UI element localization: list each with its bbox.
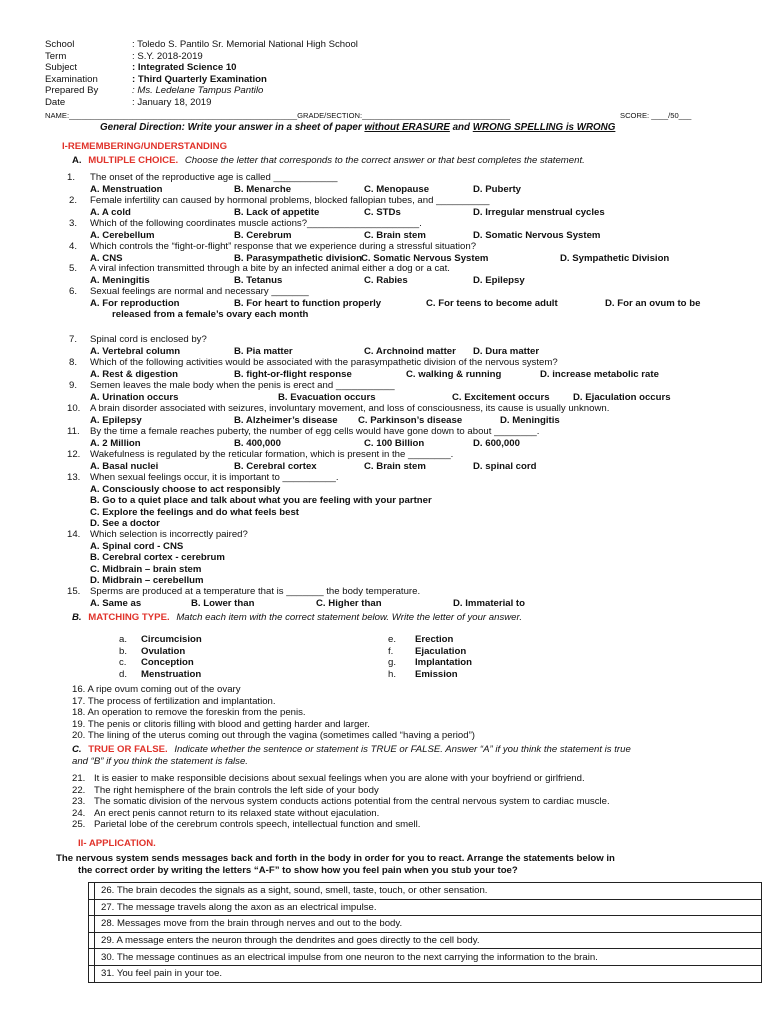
answer-option[interactable]: B. Menarche	[234, 183, 292, 195]
answer-option-continued: released from a female’s ovary each month	[112, 309, 309, 320]
answer-option[interactable]: A. Rest & digestion	[90, 368, 178, 380]
tf-item-number: 23.	[72, 796, 86, 807]
question-number: 8.	[69, 357, 78, 368]
answer-option[interactable]: A. Same as	[90, 597, 142, 609]
header-label-subject: Subject	[45, 62, 77, 73]
question-number: 9.	[69, 380, 78, 391]
score-field[interactable]: SCORE: ____/50___	[620, 111, 692, 120]
answer-option[interactable]: B. Alzheimer’s disease	[234, 414, 338, 426]
statement-cell: 31. You feel pain in your toe.	[95, 965, 762, 982]
answer-option[interactable]: C. STDs	[364, 206, 401, 218]
answer-option[interactable]: A. CNS	[90, 252, 123, 264]
application-table	[88, 882, 762, 983]
statement-cell: 29. A message enters the neuron through the dendrites and goes directly to the cell body.	[95, 932, 762, 949]
match-choice-letter: b.	[119, 645, 128, 657]
matching-item: 16. A ripe ovum coming out of the ovary	[72, 684, 241, 695]
question-number: 5.	[69, 263, 78, 274]
answer-option[interactable]: C. Parkinson’s disease	[358, 414, 463, 426]
match-choice-letter: h.	[388, 668, 397, 680]
name-label: NAME:	[45, 111, 70, 120]
general-direction-underline-1: without ERASURE	[364, 122, 450, 133]
name-blank[interactable]: ______________________________________________________	[69, 111, 298, 120]
answer-option[interactable]: D. Somatic Nervous System	[473, 229, 601, 241]
answer-option[interactable]: D. For an ovum to be	[605, 297, 701, 309]
answer-option[interactable]: D. 600,000	[473, 437, 520, 449]
question-number: 7.	[69, 334, 78, 345]
part2-instruction-2: the correct order by writing the letters “A-F” to show how you feel pain when you stub your toe?	[78, 865, 518, 876]
section-c-heading	[72, 744, 631, 755]
section-b-letter: B.	[72, 612, 82, 623]
match-choice-text: Circumcision	[141, 634, 202, 645]
answer-option[interactable]: C. walking & running	[406, 368, 502, 380]
question-text: Semen leaves the male body when the penis is erect and ___________	[90, 380, 395, 391]
tf-item-number: 25.	[72, 819, 86, 830]
answer-option[interactable]: A. For reproduction	[90, 297, 180, 309]
answer-option[interactable]: C. Midbrain – brain stem	[90, 563, 202, 575]
table-row	[89, 932, 762, 949]
match-choice-text: Implantation	[415, 657, 473, 668]
answer-option[interactable]: D. Midbrain – cerebellum	[90, 575, 204, 586]
general-direction-underline-2: WRONG SPELLING is WRONG	[472, 122, 616, 133]
name-line	[45, 111, 510, 120]
matching-item: 20. The lining of the uterus coming out through the vagina (sometimes called “having a period”)	[72, 730, 475, 741]
header-label-term: Term	[45, 50, 67, 62]
question-number: 4.	[69, 241, 78, 252]
answer-option[interactable]: D. Sympathetic Division	[560, 252, 670, 264]
section-b-heading	[72, 612, 522, 623]
header-value-subject: : Integrated Science 10	[132, 62, 237, 73]
header-value-date: : January 18, 2019	[132, 96, 212, 108]
answer-option[interactable]: A. Meningitis	[90, 274, 150, 286]
answer-option[interactable]: B. 400,000	[234, 437, 281, 449]
match-choice-text: Menstruation	[141, 668, 202, 680]
question-number: 1.	[67, 172, 76, 183]
header-label-prepared-by: Prepared By	[45, 85, 99, 96]
section-a-instruction: Choose the letter that corresponds to the correct answer or that best completes the statement.	[184, 155, 585, 166]
section-a-letter: A.	[72, 155, 82, 166]
answer-option[interactable]: B. fight-or-flight response	[234, 368, 352, 380]
answer-option[interactable]: B. Go to a quiet place and talk about what you are feeling with your partner	[90, 495, 432, 506]
question-text: By the time a female reaches puberty, the number of egg cells would have gone down to about ________.	[90, 426, 540, 437]
header-value-term: : S.Y. 2018-2019	[132, 50, 203, 62]
general-direction	[100, 122, 615, 133]
header-value-school: : Toledo S. Pantilo Sr. Memorial National High School	[132, 39, 358, 50]
part1-title: I-REMEMBERING/UNDERSTANDING	[62, 141, 228, 152]
question-number: 2.	[69, 195, 78, 206]
answer-option[interactable]: A. A cold	[90, 206, 131, 218]
part2-title: II- APPLICATION.	[78, 838, 156, 849]
question-text: Which of the following coordinates muscle actions?_____________________.	[90, 218, 422, 229]
question-number: 12.	[67, 449, 81, 460]
answer-option[interactable]: B. Cerebral cortex - cerebrum	[90, 552, 225, 563]
question-number: 14.	[67, 529, 81, 540]
tf-item-number: 24.	[72, 807, 86, 819]
table-row	[89, 949, 762, 966]
answer-option[interactable]: A. 2 Million	[90, 437, 141, 449]
answer-option[interactable]: D. Ejaculation occurs	[573, 391, 671, 403]
answer-option[interactable]: A. Epilepsy	[90, 414, 142, 426]
tf-item-text: The somatic division of the nervous system conducts actions potential from the central nervous system to cardiac muscle.	[94, 796, 610, 807]
question-number: 11.	[67, 426, 80, 437]
matching-item: 18. An operation to remove the foreskin from the penis.	[72, 707, 306, 718]
section-c-letter: C.	[72, 744, 82, 755]
answer-option[interactable]: D. increase metabolic rate	[540, 368, 659, 380]
question-text: The onset of the reproductive age is called ____________	[90, 172, 338, 183]
tf-item-number: 21.	[72, 773, 86, 784]
answer-option[interactable]: B. Tetanus	[234, 274, 283, 286]
answer-option[interactable]: C. 100 Billion	[364, 437, 425, 449]
match-choice-letter: a.	[119, 634, 128, 645]
question-text: Wakefulness is regulated by the reticular formation, which is present in the ________.	[90, 449, 454, 460]
answer-option[interactable]: B. Pia matter	[234, 345, 293, 357]
answer-option[interactable]: A. Spinal cord - CNS	[90, 540, 184, 552]
table-row	[89, 899, 762, 916]
table-row	[89, 883, 762, 900]
question-text: Which of the following activities would be associated with the parasympathetic division of the nervous system?	[90, 357, 558, 368]
match-choice-letter: c.	[119, 657, 127, 668]
section-b-instruction: Match each item with the correct statement below. Write the letter of your answer.	[176, 612, 523, 623]
answer-option[interactable]: B. For heart to function properly	[234, 297, 382, 309]
answer-option[interactable]: A. Menstruation	[90, 183, 163, 195]
answer-option[interactable]: C. Menopause	[364, 183, 430, 195]
question-number: 10.	[67, 403, 81, 414]
header-label-school: School	[45, 39, 75, 50]
part2-instruction-1: The nervous system sends messages back and forth in the body in order for you to react. Arrange the statements below in	[56, 853, 615, 864]
match-choice-text: Ovulation	[141, 645, 186, 657]
answer-option[interactable]: D. Epilepsy	[473, 274, 525, 286]
answer-option[interactable]: C. Brain stem	[364, 229, 426, 241]
tf-item-text: An erect penis cannot return to its relaxed state without ejaculation.	[94, 807, 380, 819]
answer-option[interactable]: C. Excitement occurs	[452, 391, 550, 403]
answer-option[interactable]: B. Parasympathetic division	[234, 252, 362, 264]
match-choice-text: Conception	[141, 657, 194, 668]
section-c-title: TRUE OR FALSE.	[88, 744, 168, 755]
general-direction-text: General Direction: Write your answer in a sheet of paper	[100, 122, 362, 133]
answer-option[interactable]: D. Dura matter	[473, 345, 540, 357]
grade-section-label: GRADE/SECTION:	[297, 111, 363, 120]
matching-item: 19. The penis or clitoris filling with blood and getting harder and larger.	[72, 718, 370, 730]
tf-item-text: The right hemisphere of the brain controls the left side of your body	[94, 784, 379, 796]
section-b-title: MATCHING TYPE.	[88, 612, 170, 623]
question-text: A viral infection transmitted through a bite by an infected animal either a dog or a cat.	[90, 263, 450, 274]
answer-option[interactable]: D. Puberty	[473, 183, 521, 195]
tf-item-text: Parietal lobe of the cerebrum controls speech, intellectual function and smell.	[94, 819, 421, 830]
answer-option[interactable]: D. Meningitis	[500, 414, 560, 426]
answer-option[interactable]: B. Cerebral cortex	[234, 460, 317, 472]
question-number: 6.	[69, 286, 78, 297]
question-number: 3.	[69, 218, 78, 229]
match-choice-text: Emission	[415, 668, 458, 680]
table-row	[89, 916, 762, 933]
question-text: Sexual feelings are normal and necessary _______	[90, 286, 309, 297]
answer-option[interactable]: C. Rabies	[364, 274, 408, 286]
answer-option[interactable]: C. For teens to become adult	[426, 297, 558, 309]
answer-option[interactable]: C. Explore the feelings and do what feels best	[90, 506, 299, 518]
match-choice-letter: e.	[388, 634, 397, 645]
question-text: Spinal cord is enclosed by?	[90, 334, 207, 345]
section-c-instruction-1: Indicate whether the sentence or statement is TRUE or FALSE. Answer “A” if you think the statement is true	[174, 744, 631, 755]
answer-option[interactable]: D. Immaterial to	[453, 597, 525, 609]
question-text: Female infertility can caused by hormonal problems, blocked fallopian tubes, and __________	[90, 195, 490, 206]
header-label-date: Date	[45, 96, 66, 108]
answer-option[interactable]: A. Consciously choose to act responsibly	[90, 483, 281, 495]
grade-section-blank[interactable]: ___________________________________	[362, 111, 510, 120]
section-c-instruction-2: and “B” if you think the statement is false.	[72, 756, 248, 767]
match-choice-text: Ejaculation	[415, 645, 467, 657]
matching-item: 17. The process of fertilization and implantation.	[72, 695, 276, 707]
header-label-examination: Examination	[45, 73, 98, 85]
answer-option[interactable]: C. Somatic Nervous System	[361, 252, 489, 264]
answer-option[interactable]: B. Cerebrum	[234, 229, 292, 241]
question-number: 15.	[67, 586, 81, 597]
statement-cell: 27. The message travels along the axon as an electrical impulse.	[95, 899, 762, 916]
answer-option[interactable]: D. See a doctor	[90, 518, 160, 529]
answer-option[interactable]: D. spinal cord	[473, 460, 537, 472]
section-a-heading	[72, 155, 585, 166]
statement-cell: 26. The brain decodes the signals as a sight, sound, smell, taste, touch, or other sensation.	[95, 883, 762, 900]
statement-cell: 28. Messages move from the brain through nerves and out to the body.	[95, 916, 762, 933]
header-value-prepared-by: : Ms. Ledelane Tampus Pantilo	[132, 85, 264, 96]
question-text: When sexual feelings occur, it is important to __________.	[90, 472, 339, 483]
question-number: 13.	[67, 472, 81, 483]
answer-option[interactable]: B. Lower than	[191, 597, 255, 609]
answer-option[interactable]: C. Higher than	[316, 597, 382, 609]
answer-option[interactable]: B. Evacuation occurs	[278, 391, 376, 403]
question-text: A brain disorder associated with seizures, involuntary movement, and loss of consciousness, its cause is usually unknown.	[90, 403, 610, 414]
match-choice-letter: d.	[119, 668, 128, 680]
answer-option[interactable]: A. Vertebral column	[90, 345, 181, 357]
answer-option[interactable]: B. Lack of appetite	[234, 206, 320, 218]
answer-option[interactable]: D. Irregular menstrual cycles	[473, 206, 605, 218]
answer-option[interactable]: A. Urination occurs	[90, 391, 179, 403]
statement-cell: 30. The message continues as an electrical impulse from one neuron to the next carrying the information to the brain.	[95, 949, 762, 966]
question-text: Which selection is incorrectly paired?	[90, 529, 248, 540]
match-choice-letter: f.	[388, 645, 394, 657]
answer-option[interactable]: C. Brain stem	[364, 460, 426, 472]
general-direction-and: and	[452, 122, 471, 133]
question-text: Which controls the “fight-or-flight” response that we experience during a stressful situation?	[90, 241, 477, 252]
section-a-title: MULTIPLE CHOICE.	[88, 155, 179, 166]
match-choice-letter: g.	[388, 657, 397, 668]
question-text: Sperms are produced at a temperature that is _______ the body temperature.	[90, 586, 421, 597]
answer-option[interactable]: C. Archnoind matter	[364, 345, 456, 357]
tf-item-text: It is easier to make responsible decisions about sexual feelings when you are alone with your boyfriend or girlfriend.	[94, 773, 585, 784]
tf-item-number: 22.	[72, 784, 86, 796]
match-choice-text: Erection	[415, 634, 454, 645]
answer-option[interactable]: A. Cerebellum	[90, 229, 155, 241]
header-value-examination: : Third Quarterly Examination	[132, 73, 267, 85]
answer-option[interactable]: A. Basal nuclei	[90, 460, 159, 472]
table-row	[89, 965, 762, 982]
